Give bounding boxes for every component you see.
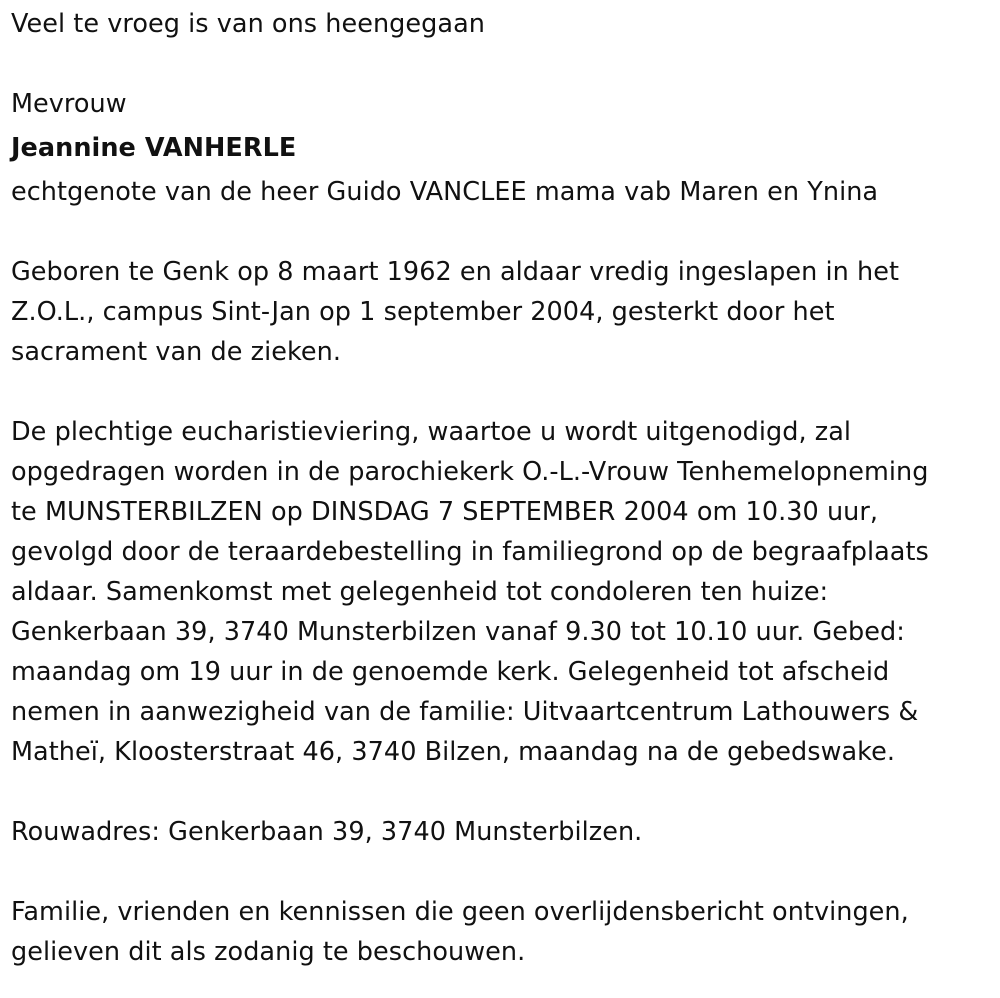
paragraph-line: gevolgd door de teraardebestelling in familiegrond op de begraafplaats xyxy=(11,537,929,567)
paragraph-line: aldaar. Samenkomst met gelegenheid tot condoleren ten huize: xyxy=(11,577,829,607)
ceremony-paragraph xyxy=(11,412,996,772)
salutation: Mevrouw xyxy=(11,89,127,119)
closing-paragraph xyxy=(11,892,996,972)
deceased-name: Jeannine VANHERLE xyxy=(11,133,297,163)
spacer xyxy=(11,372,996,412)
birth-paragraph xyxy=(11,252,996,372)
paragraph-line: Geboren te Genk op 8 maart 1962 en aldaar vredig ingeslapen in het xyxy=(11,257,900,287)
paragraph-line: nemen in aanwezigheid van de familie: Uitvaartcentrum Lathouwers & xyxy=(11,697,919,727)
spacer xyxy=(11,772,996,812)
paragraph-line: maandag om 19 uur in de genoemde kerk. Gelegenheid tot afscheid xyxy=(11,657,890,687)
paragraph-line: Familie, vrienden en kennissen die geen overlijdensbericht ontvingen, xyxy=(11,897,909,927)
obituary-document xyxy=(11,4,996,972)
spacer xyxy=(11,44,996,84)
paragraph-line: opgedragen worden in de parochiekerk O.-L.-Vrouw Tenhemelopneming xyxy=(11,457,929,487)
paragraph-line: Genkerbaan 39, 3740 Munsterbilzen vanaf 9.30 tot 10.10 uur. Gebed: xyxy=(11,617,905,647)
intro-text: Veel te vroeg is van ons heengegaan xyxy=(11,9,485,39)
spacer xyxy=(11,212,996,252)
relation-text: echtgenote van de heer Guido VANCLEE mama vab Maren en Ynina xyxy=(11,177,879,207)
spacer xyxy=(11,852,996,892)
mourning-address: Rouwadres: Genkerbaan 39, 3740 Munsterbilzen. xyxy=(11,817,643,847)
paragraph-line: sacrament van de zieken. xyxy=(11,337,341,367)
paragraph-line: Z.O.L., campus Sint-Jan op 1 september 2004, gesterkt door het xyxy=(11,297,835,327)
paragraph-line: De plechtige eucharistieviering, waartoe u wordt uitgenodigd, zal xyxy=(11,417,852,447)
paragraph-line: Matheï, Kloosterstraat 46, 3740 Bilzen, maandag na de gebedswake. xyxy=(11,737,895,767)
paragraph-line: te MUNSTERBILZEN op DINSDAG 7 SEPTEMBER 2004 om 10.30 uur, xyxy=(11,497,879,527)
paragraph-line: gelieven dit als zodanig te beschouwen. xyxy=(11,937,526,967)
